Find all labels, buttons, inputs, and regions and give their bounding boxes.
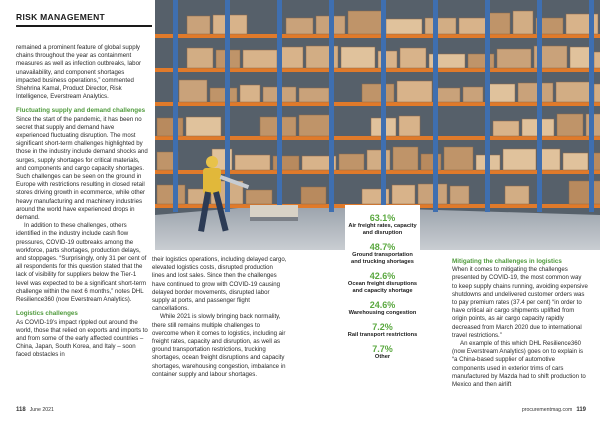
stat-percent: 7.7% [372,344,393,354]
subheading-logistics: Logistics challenges [16,310,78,318]
paragraph: An example of this which DHL Resilience360 (now Everstream Analytics) goes on to explain is “a China-based supplier of automotive components used in exterior trims of cars manufactured by Mazda had to shift production to Mexico and then airlift [452,340,586,389]
column-middle [152,256,287,379]
issue-date: June 2021 [29,407,54,413]
stat-percent: 24.6% [369,300,396,310]
footer-right [522,407,586,413]
section-header [16,12,152,27]
stat-label: Warehousing congestion [348,310,417,316]
column-right [452,258,588,389]
stat-item [345,271,420,295]
paragraph: In addition to these challenges, others identified in the industry include cash flow pressures, COVID-19 outbreaks among the workforce, parts shortages, production delays, and stoppages. “Surprisingly, only 31 per cent of all respondents for this question stated that the lack of visibility for suppliers below the Tier-1 level was expected to be a significant short-term challenge within the next 6 months,” notes DHL Resilience360 (now Everstream Analytics). [16,222,147,304]
paragraph: their logistics operations, including delayed cargo, elevated logistics costs, disrupted production lines and lost sales. Since then the challenges have continued to grow with COVID-19 causing delayed border movements, disrupted labor supply at ports, and passenger flight cancellations. [152,256,287,313]
stat-item [345,213,420,237]
stat-item [345,300,420,317]
paragraph: remained a prominent feature of global supply chains throughout the year as containment measures as well as infection outbreaks, labor unavailability, and component shortages impacted business operations,” commented Shehrina Kamal, Product Director, Risk Intelligence, Everstream Analytics. [16,44,141,101]
subheading-fluctuating: Fluctuating supply and demand challenges [16,107,146,115]
stat-label: Rail transport restrictions [347,332,418,338]
footer-left [16,407,54,413]
column-left [16,44,148,360]
paragraph: While 2021 is slowly bringing back normality, there still remains multiple challenges to overcome when it comes to logistics, including air freight rates, capacity and disruption, as well as ground transportation restrictions, trucking shortages, ocean freight disruptions and capacity shortages, warehousing congestion, imbalance in container supply and labour shortages. [152,313,286,378]
stat-percent: 7.2% [372,322,393,332]
stat-percent: 42.6% [369,271,396,281]
pallet-jack [250,205,298,221]
paragraph: Since the start of the pandemic, it has been no secret that supply and demand have experienced fluctuating disruption. The most significant short-term challenges highlighted by those in the industry include demand shocks and surges, supply shortages for critical materials, and components and cargo capacity shortages. Such challenges can be seen on the ground in Europe with restrictions resulting in closed retail stores driving growth in ecommerce, while other heavy manufacturing and machinery industries around the world have experienced drops in demand. [16,115,148,222]
page-number-left: 118 [16,407,26,413]
section-title: RISK MANAGEMENT [16,12,106,22]
paragraph: When it comes to mitigating the challenges presented by COVID-19, the most common way to keep supply chains running, avoiding expensive shutdowns and undelivered customer orders was to pay premium rates (37.4 per cent) “in order to have critical air cargo shipments uplifted from origin points, as air cargo capacity rapidly decreased from March 2020 due to international travel restrictions.” [452,266,588,339]
stat-item [345,344,420,361]
stat-label: Air freight rates, capacity and disruption [348,223,417,236]
stat-item [345,242,420,266]
stat-item [345,322,420,339]
stat-label: Ocean freight disruptions and capacity shortage [347,281,418,294]
stat-percent: 63.1% [369,213,396,223]
stat-percent: 48.7% [369,242,396,252]
page-number-right: 119 [576,407,586,413]
paragraph: As COVID-19’s impact rippled out around the world, those that relied on exports and imports to and from some of the early affected countries – China, Japan, South Korea, and Italy – soon faced obstacles in [16,318,148,359]
site-url[interactable]: procurementmag.com [521,407,573,413]
stats-panel [345,205,420,401]
stat-label: Other [374,354,391,360]
subheading-mitigating: Mitigating the challenges in logistics [452,258,562,265]
section-rule [16,25,152,27]
stat-label: Ground transportation and trucking shortages [351,252,414,265]
